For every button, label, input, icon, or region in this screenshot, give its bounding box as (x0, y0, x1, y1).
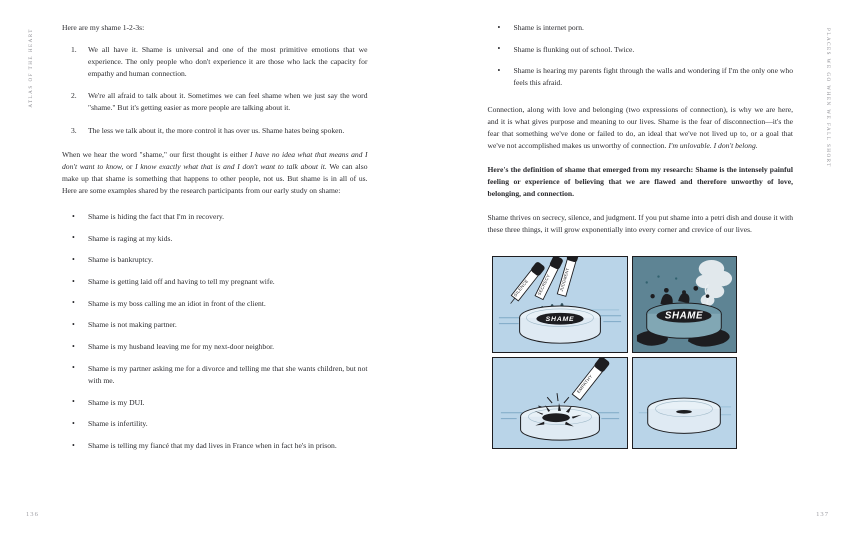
list-item: • Shame is not making partner. (62, 319, 368, 331)
paragraph-part-e: We can also make up that shame is something that happens to other people, not us. But shame is in all of us. Here are some examples shared by the research participants from our early study on shame: (62, 161, 368, 195)
list-item: • Shame is my DUI. (62, 397, 368, 409)
list-item: • Shame is infertility. (62, 418, 368, 430)
svg-text:SHAME: SHAME (545, 316, 574, 324)
list-item: • Shame is flunking out of school. Twice. (488, 44, 794, 56)
panel-3-art (493, 358, 627, 448)
panel-1-art (493, 257, 627, 352)
connection-part-b-italic: I'm unlovable. I don't belong. (668, 140, 758, 150)
running-head-right: PLACES WE GO WHEN WE FALL SHORT (825, 28, 831, 168)
panel-droppers-shame (492, 256, 628, 353)
panel-2-art (633, 257, 736, 352)
connection-paragraph (488, 104, 794, 152)
panel-empty-dish (632, 357, 737, 449)
list-item: • Shame is raging at my kids. (62, 233, 368, 245)
svg-text:SHAME: SHAME (664, 311, 703, 323)
list-item: • Shame is hiding the fact that I'm in recovery. (62, 211, 368, 223)
page-number-left: 136 (26, 511, 39, 518)
list-item: • Shame is telling my fiancé that my dad lives in France when in fact he's in prison. (62, 440, 368, 452)
list-item: We all have it. Shame is universal and one of the most primitive emotions that we experience. The only people who don't experience it are those who lack the capacity for empathy and human connection. (88, 45, 368, 79)
shame-examples-list-right (488, 22, 794, 90)
shame-definition-bold: Here's the definition of shame that emerged from my research: Shame is the intensely painful feeling or experience of believing that we are flawed and therefore unworthy of love, belonging, and connection. (487, 164, 793, 199)
panel-empathy-dropper (492, 357, 628, 449)
svg-text:JUDGMENT: JUDGMENT (558, 267, 570, 293)
connection-part-a: Connection, along with love and belonging (two expressions of connection), is why we are here, and it is what gives purpose and meaning to our lives. Shame is the fear of disconnection—it's the fear that something we've done or failed to do, an ideal that we've not lived up to, or a goal that we've not accomplished makes us unworthy of connection. (487, 104, 793, 150)
list-item: • Shame is internet porn. (488, 22, 794, 34)
list-item: • Shame is getting laid off and having to tell my pregnant wife. (62, 276, 368, 288)
list-item: • Shame is my husband leaving me for my next-door neighbor. (62, 341, 368, 353)
petri-dish-illustration (492, 256, 739, 449)
list-item: • Shame is my boss calling me an idiot in front of the client. (62, 298, 368, 310)
svg-text:SILENCE: SILENCE (512, 278, 529, 298)
page-number-right: 137 (816, 511, 829, 518)
shame-123-list (62, 44, 368, 137)
list-item: • Shame is hearing my parents fight through the walls and wondering if I'm the only one who feels this afraid. (488, 65, 794, 89)
paragraph-part-d-italic: I know exactly what that is and I don't want to talk about it. (135, 161, 327, 171)
svg-text:SECRECY: SECRECY (535, 273, 551, 297)
running-head-left: ATLAS OF THE HEART (28, 28, 34, 108)
paragraph-part-c: or (123, 161, 136, 171)
panel-shame-overflowing (632, 256, 737, 353)
shame-thrives-paragraph: Shame thrives on secrecy, silence, and judgment. If you put shame into a petri dish and douse it with these three things, it will grow exponentially into every corner and crevice of our lives. (487, 213, 794, 235)
shame-definition-paragraph (62, 149, 368, 197)
right-page (428, 0, 855, 536)
list-item: • Shame is my partner asking me for a divorce and telling me that she wants children, but not with me. (62, 363, 368, 387)
shame-examples-list-left (62, 211, 368, 452)
panel-4-art (633, 358, 736, 448)
svg-text:EMPATHY: EMPATHY (575, 374, 593, 395)
list-item: • Shame is bankruptcy. (62, 254, 368, 266)
paragraph-part-b-italic: I have no idea what that means and I don't want to know, (62, 149, 368, 171)
list-item: We're all afraid to talk about it. Sometimes we can feel shame when we just say the word "shame." But it's getting easier as more people are talking about it. (88, 91, 368, 113)
paragraph-part-a: When we hear the word "shame," our first thought is either (62, 149, 250, 159)
intro-paragraph: Here are my shame 1-2-3s: (62, 23, 145, 32)
list-item: The less we talk about it, the more control it has over us. Shame hates being spoken. (88, 125, 345, 135)
